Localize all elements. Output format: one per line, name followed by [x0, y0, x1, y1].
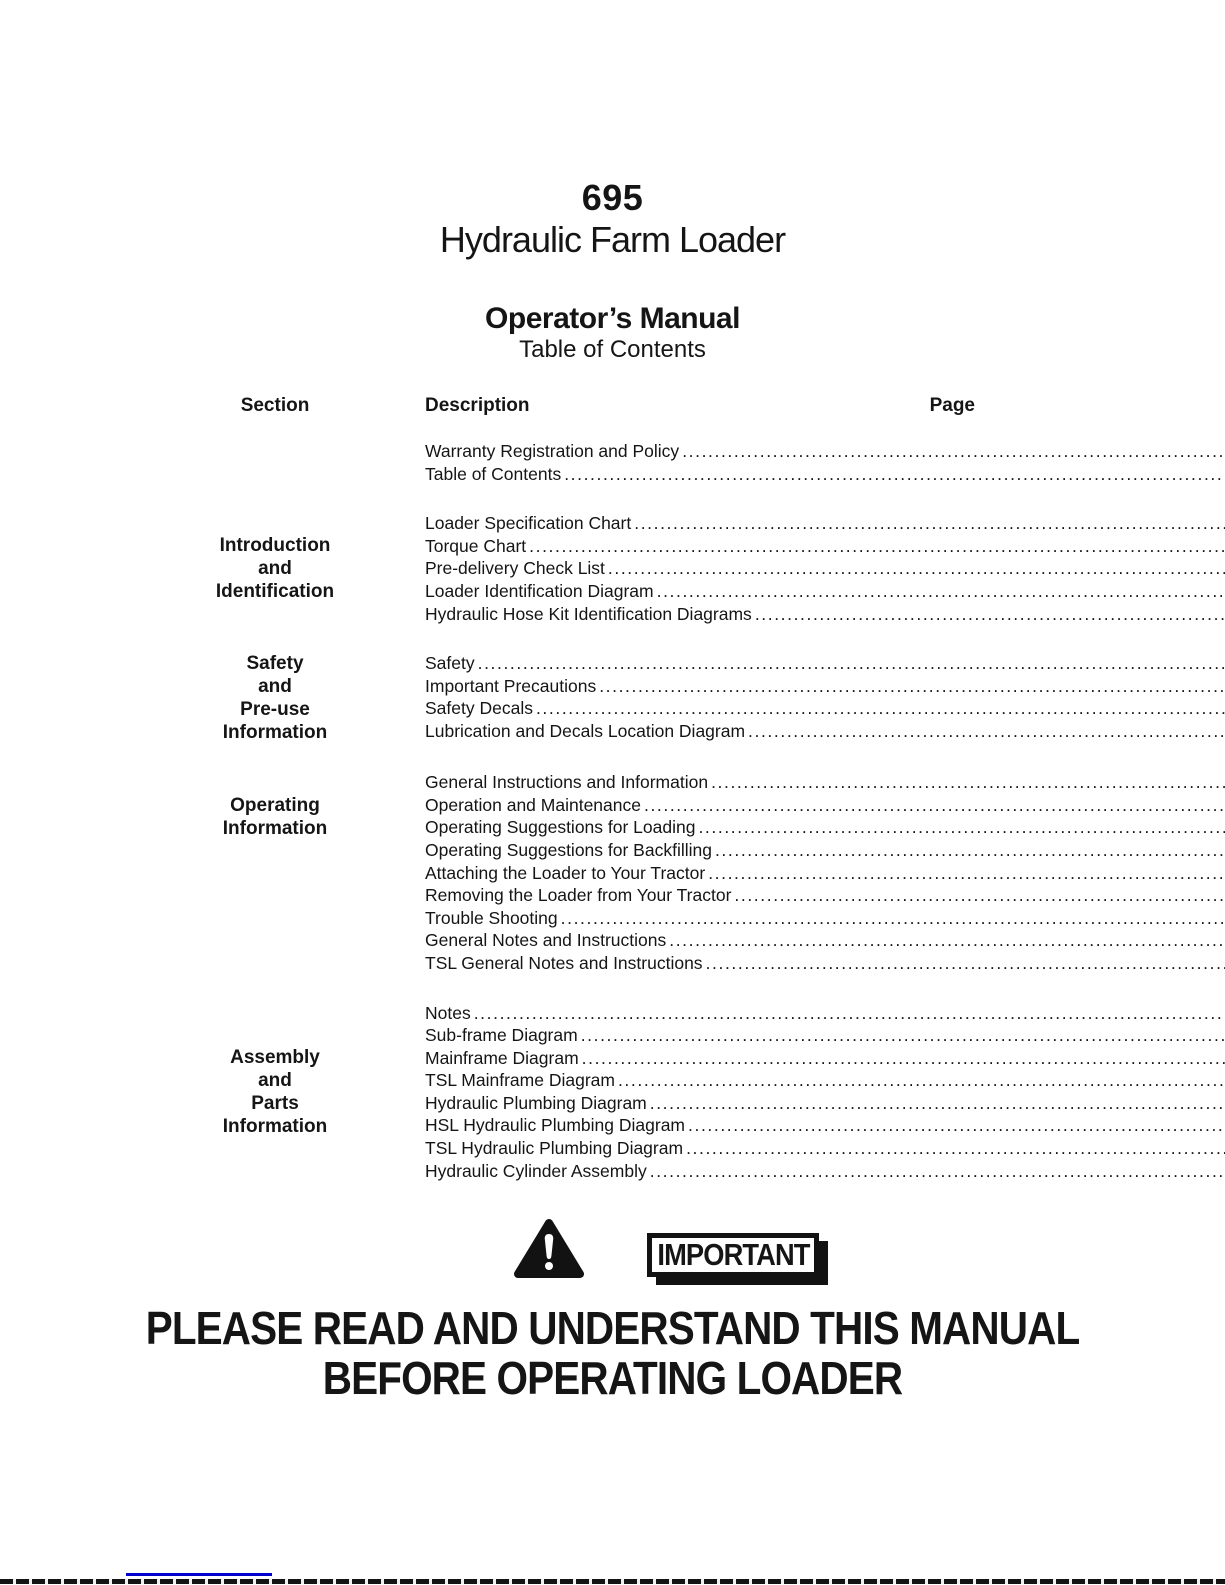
toc-entry-list [425, 512, 1225, 625]
entry-title: Operating Suggestions for Loading [425, 817, 696, 838]
warning-triangle-icon [513, 1218, 585, 1280]
entry-title: Notes [425, 1002, 471, 1023]
toc-entry-list [425, 771, 1225, 974]
entry-title: Loader Identification Diagram [425, 580, 654, 601]
entry-dot-leader [618, 1069, 1225, 1092]
entry-dot-leader [688, 1114, 1225, 1137]
bottom-notice-line1: PLEASE READ AND UNDERSTAND THIS MANUAL [145, 1302, 1080, 1354]
entry-dot-leader [682, 440, 1225, 463]
toc-entry [425, 794, 1225, 817]
toc-entry [425, 440, 1225, 463]
entry-title: Table of Contents [425, 463, 562, 484]
entry-dot-leader [669, 929, 1225, 952]
entry-title: General Instructions and Information [425, 772, 709, 793]
entry-dot-leader [748, 720, 1225, 743]
toc-entry [425, 697, 1225, 720]
entry-title: Sub-frame Diagram [425, 1025, 578, 1046]
bottom-notice-line2: BEFORE OPERATING LOADER [322, 1352, 903, 1404]
entry-dot-leader [564, 463, 1225, 486]
model-number: 695 [581, 177, 644, 218]
toc-entry-list [425, 652, 1225, 744]
entry-dot-leader [686, 1137, 1225, 1160]
entry-title: Hydraulic Hose Kit Identification Diagrams [425, 603, 752, 624]
section-label [180, 771, 370, 974]
entry-dot-leader [536, 697, 1225, 720]
section-label-line: Information [222, 818, 328, 840]
entry-title: General Notes and Instructions [425, 930, 667, 951]
toc-entry [425, 1069, 1225, 1092]
entry-dot-leader [755, 603, 1225, 626]
toc-entry [425, 580, 1225, 603]
entry-dot-leader [561, 907, 1225, 930]
bottom-notice [0, 1303, 1225, 1403]
entry-title: Hydraulic Cylinder Assembly [425, 1160, 647, 1181]
toc-entry [425, 557, 1225, 580]
section-label [180, 440, 370, 485]
entry-title: Removing the Loader from Your Tractor [425, 885, 732, 906]
toc-entry [425, 884, 1225, 907]
doc-subtitle: Table of Contents [519, 336, 706, 363]
toc-header-page: Page [929, 395, 975, 416]
section-label-line: Assembly [230, 1046, 320, 1068]
section-label [180, 652, 370, 744]
toc-entry [425, 603, 1225, 626]
entry-title: Safety [425, 653, 475, 674]
entry-title: TSL Hydraulic Plumbing Diagram [425, 1138, 684, 1159]
important-label: IMPORTANT [656, 1237, 810, 1272]
toc-entry-list [425, 440, 1225, 485]
entry-title: Operating Suggestions for Backfilling [425, 839, 712, 860]
toc-entry [425, 463, 1225, 486]
toc-header-description: Description [425, 395, 530, 416]
entry-dot-leader [474, 1002, 1225, 1025]
entry-dot-leader [711, 771, 1225, 794]
toc-group [180, 512, 975, 625]
entry-title: Torque Chart [425, 535, 527, 556]
toc-entry [425, 929, 1225, 952]
toc-entry [425, 1024, 1225, 1047]
toc-group [180, 440, 975, 485]
toc-entry [425, 1047, 1225, 1070]
toc-entry [425, 1160, 1225, 1183]
entry-title: HSL Hydraulic Plumbing Diagram [425, 1115, 686, 1136]
toc-entry [425, 816, 1225, 839]
toc-group [180, 771, 975, 974]
entry-dot-leader [698, 816, 1225, 839]
toc-group [180, 1002, 975, 1183]
section-label-line: Identification [215, 581, 335, 603]
toc-entry [425, 1137, 1225, 1160]
entry-title: TSL General Notes and Instructions [425, 952, 703, 973]
entry-title: Warranty Registration and Policy [425, 441, 680, 461]
toc-entry [425, 952, 1225, 975]
entry-dot-leader [582, 1047, 1225, 1070]
toc-entry [425, 862, 1225, 885]
blue-underline-mark [126, 1573, 272, 1576]
entry-dot-leader [650, 1092, 1225, 1115]
toc-header-row [180, 394, 975, 418]
section-label-line: and [258, 676, 292, 698]
entry-title: Operation and Maintenance [425, 794, 641, 815]
entry-dot-leader [708, 862, 1225, 885]
table-of-contents [180, 394, 975, 1182]
entry-title: TSL Mainframe Diagram [425, 1070, 615, 1091]
entry-dot-leader [478, 652, 1225, 675]
toc-entry [425, 1114, 1225, 1137]
toc-entry [425, 512, 1225, 535]
section-label-line: and [258, 1069, 292, 1091]
toc-entry [425, 1092, 1225, 1115]
entry-title: Lubrication and Decals Location Diagram [425, 720, 746, 741]
entry-title: Attaching the Loader to Your Tractor [425, 862, 706, 883]
section-label-line: Safety [246, 653, 304, 675]
entry-dot-leader [706, 952, 1225, 975]
section-label-line: Information [222, 722, 328, 744]
toc-entry-list [425, 1002, 1225, 1183]
title-block [0, 178, 1225, 364]
entry-title: Important Precautions [425, 675, 597, 696]
entry-title: Safety Decals [425, 698, 533, 719]
toc-entry [425, 535, 1225, 558]
toc-entry [425, 771, 1225, 794]
toc-header-section: Section [240, 395, 310, 416]
page-bottom-edge [0, 1579, 1225, 1584]
entry-title: Loader Specification Chart [425, 513, 632, 534]
entry-title: Pre-delivery Check List [425, 558, 605, 579]
section-label-line: Information [222, 1115, 328, 1137]
section-label [180, 512, 370, 625]
toc-group [180, 652, 975, 744]
section-label-line: Introduction [219, 535, 331, 557]
product-name: Hydraulic Farm Loader [439, 219, 786, 260]
section-label-line: Parts [251, 1092, 299, 1114]
entry-dot-leader [634, 512, 1225, 535]
section-label [180, 1002, 370, 1183]
toc-entry [425, 907, 1225, 930]
toc-entry [425, 1002, 1225, 1025]
entry-dot-leader [599, 675, 1225, 698]
toc-entry [425, 652, 1225, 675]
entry-dot-leader [715, 839, 1225, 862]
entry-dot-leader [608, 557, 1225, 580]
entry-title: Trouble Shooting [425, 907, 558, 928]
entry-dot-leader [734, 884, 1225, 907]
entry-dot-leader [650, 1160, 1225, 1183]
section-label-line: and [258, 558, 292, 580]
important-callout [647, 1233, 819, 1277]
doc-title: Operator’s Manual [485, 302, 740, 335]
entry-title: Hydraulic Plumbing Diagram [425, 1092, 647, 1113]
entry-dot-leader [657, 580, 1225, 603]
entry-title: Mainframe Diagram [425, 1047, 579, 1068]
toc-entry [425, 675, 1225, 698]
toc-entry [425, 839, 1225, 862]
section-label-line: Pre-use [240, 699, 310, 721]
entry-dot-leader [644, 794, 1225, 817]
entry-dot-leader [529, 535, 1225, 558]
entry-dot-leader [581, 1024, 1225, 1047]
toc-entry [425, 720, 1225, 743]
section-label-line: Operating [230, 795, 320, 817]
toc-groups [180, 440, 975, 1182]
